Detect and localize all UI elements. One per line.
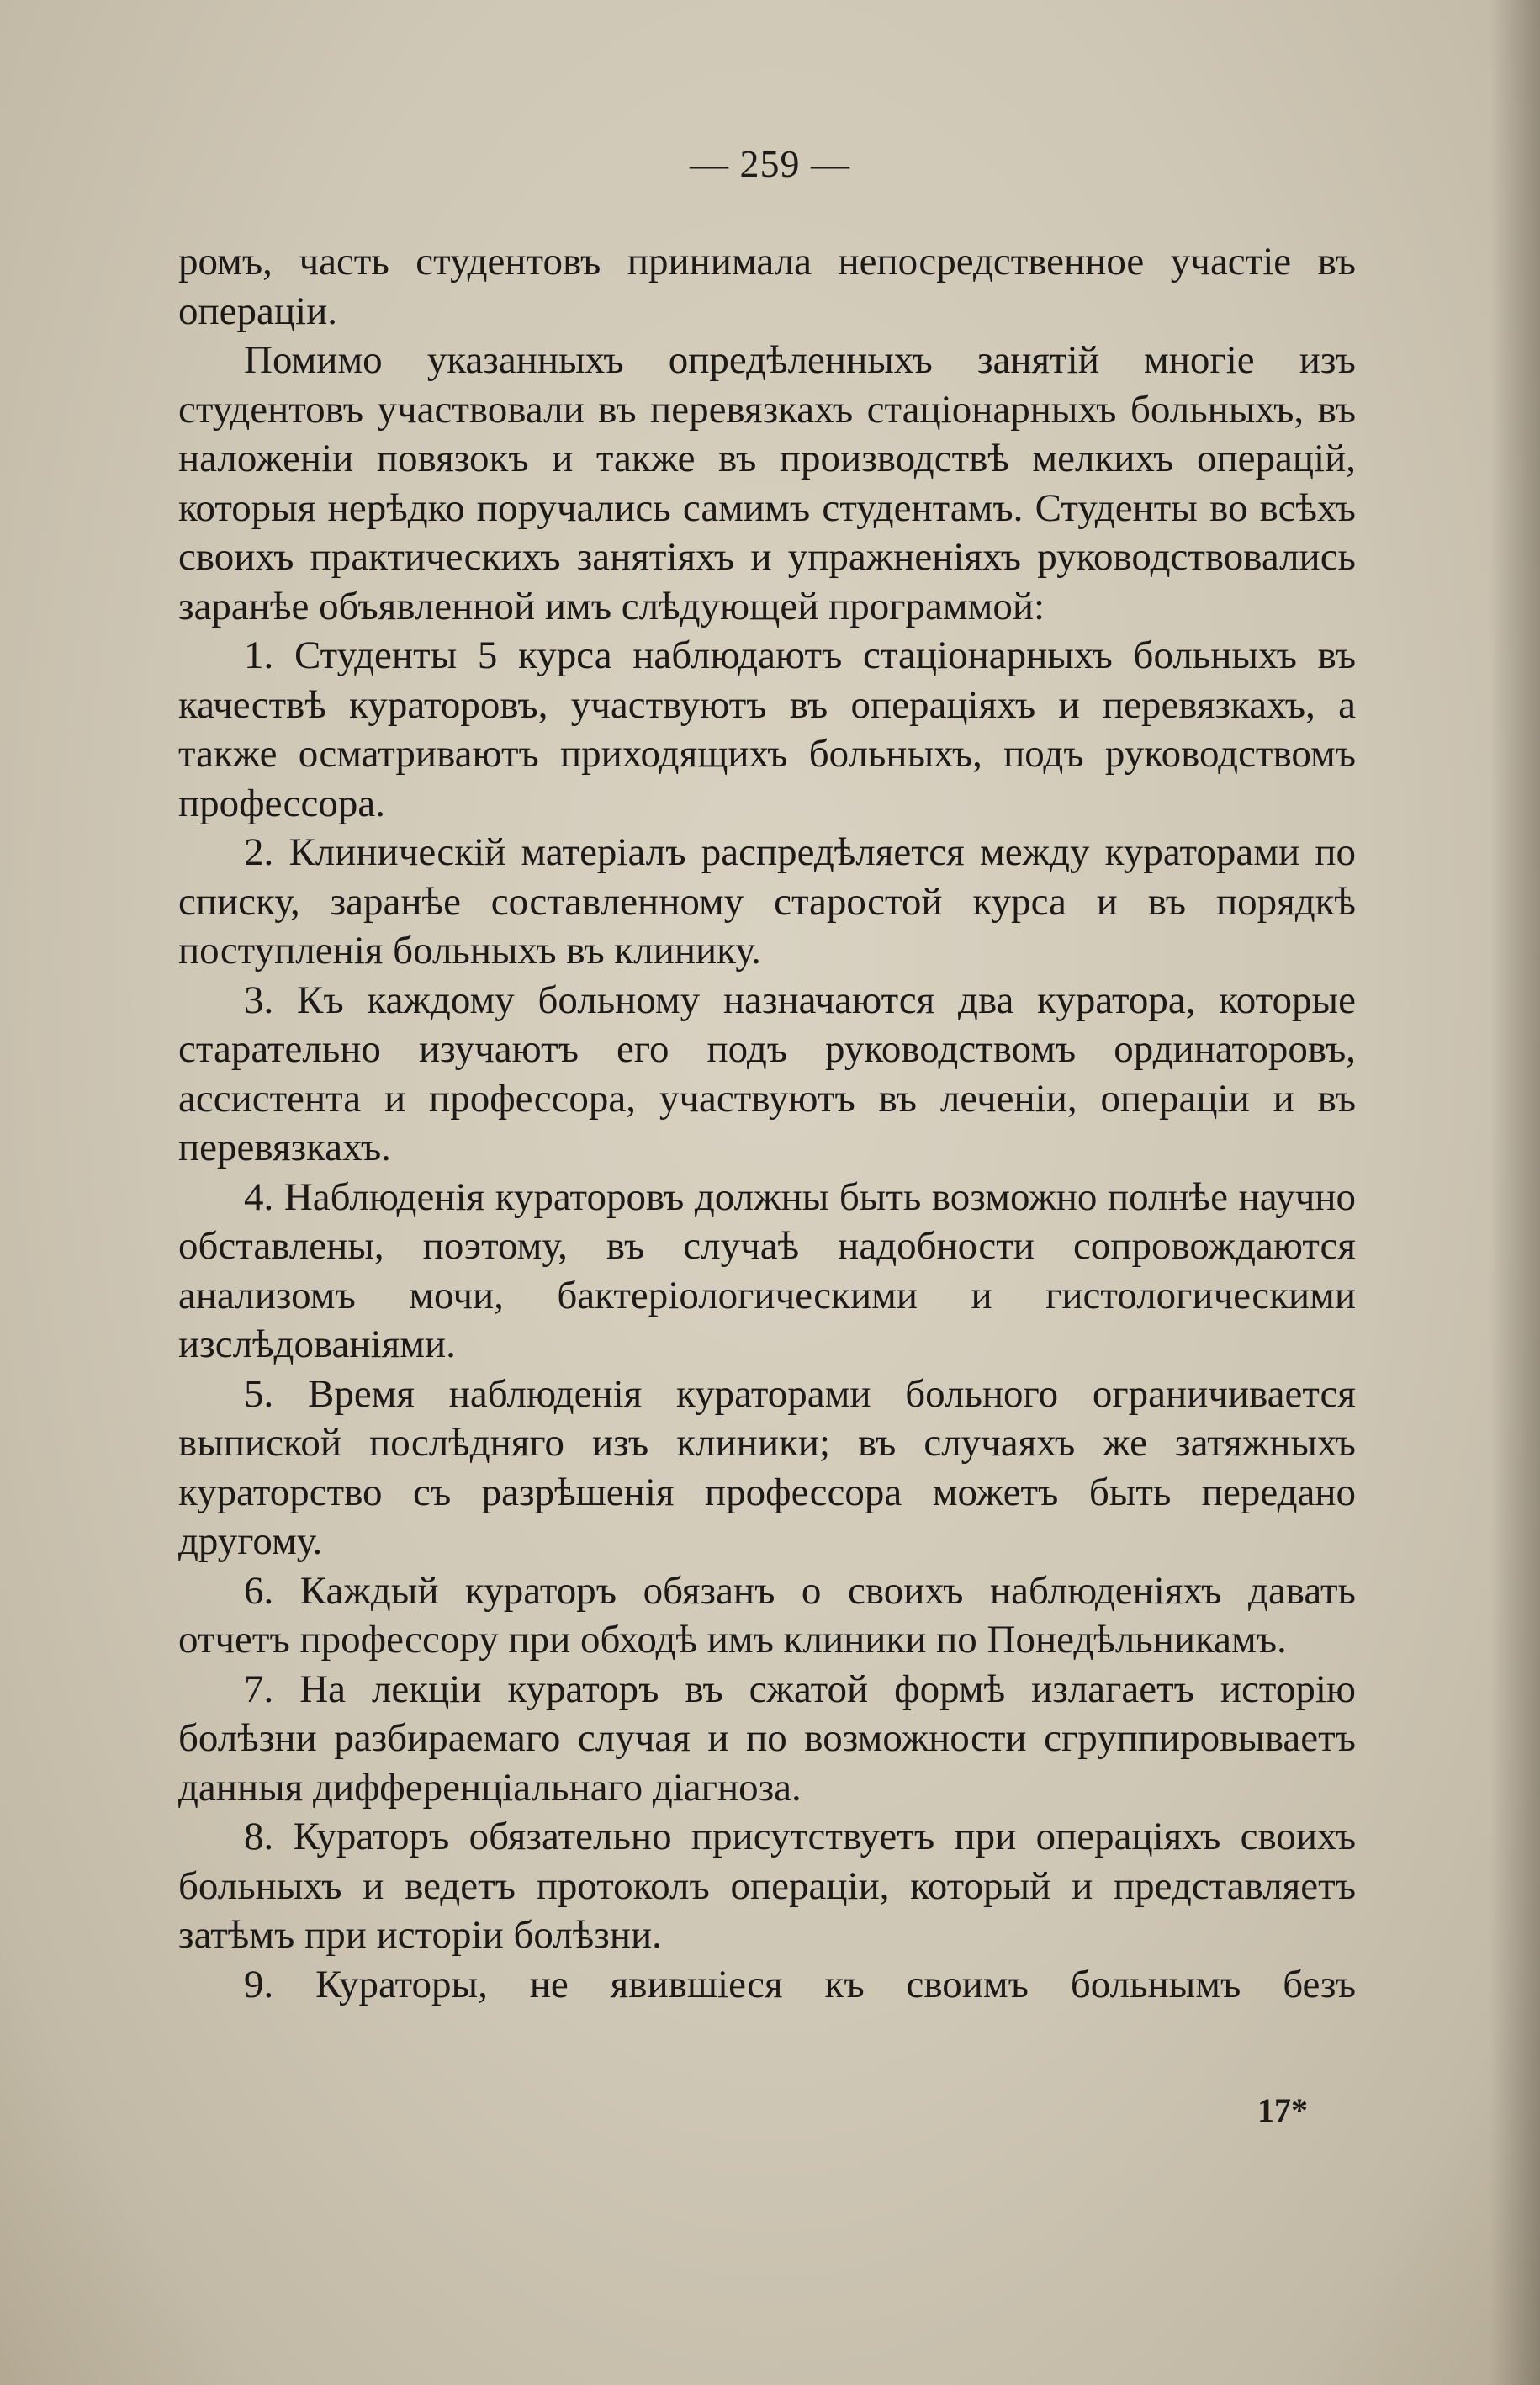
program-item-5: 5. Время наблюденія кураторами больного ограничивается выпиской послѣдняго изъ клиники; въ случаяхъ же затяжныхъ кураторство съ разрѣшенія профессора можетъ быть передано другому.	[178, 1371, 1356, 1563]
paragraph-intro: Помимо указанныхъ опредѣленныхъ занятій многіе изъ студентовъ участвовали въ перевязкахъ стаціонарныхъ больныхъ, въ наложеніи повязокъ и также въ производствѣ мелкихъ операцій, которыя нерѣдко поручались самимъ студентамъ. Студенты во всѣхъ своихъ практическихъ занятіяхъ и упражненіяхъ руководствовались заранѣе объявленной имъ слѣдующей программой:	[178, 338, 1356, 628]
program-item-9: 9. Кураторы, не явившіеся къ своимъ больнымъ безъ	[244, 1962, 1356, 2006]
program-item-1: 1. Студенты 5 курса наблюдаютъ стаціонарныхъ больныхъ въ качествѣ кураторовъ, участвуютъ въ операціяхъ и перевязкахъ, а также осматриваютъ приходящихъ больныхъ, подъ руководствомъ профессора.	[178, 633, 1356, 825]
program-item-7: 7. На лекціи кураторъ въ сжатой формѣ излагаетъ исторію болѣзни разбираемаго случая и по возможности сгруппировываетъ данныя дифференціальнаго діагноза.	[178, 1667, 1356, 1810]
body-text	[178, 237, 1356, 2009]
program-item-2: 2. Клиническій матеріалъ распредѣляется между кураторами по списку, заранѣе составленному старостой курса и въ порядкѣ поступленія больныхъ въ клинику.	[178, 830, 1356, 973]
program-item-4: 4. Наблюденія кураторовъ должны быть возможно полнѣе научно обставлены, поэтому, въ случаѣ надобности сопровождаются анализомъ мочи, бактеріологическими и гистологическими изслѣдованіями.	[178, 1174, 1356, 1366]
program-item-8: 8. Кураторъ обязательно присутствуетъ при операціяхъ своихъ больныхъ и ведетъ протоколъ операціи, который и представляетъ затѣмъ при исторіи болѣзни.	[178, 1815, 1356, 1957]
signature-mark: 17*	[1257, 2091, 1308, 2129]
paragraph-continuation: ромъ, часть студентовъ принимала непосредственное участіе въ операціи.	[178, 240, 1356, 333]
program-item-6: 6. Каждый кураторъ обязанъ о своихъ наблюденіяхъ давать отчетъ профессору при обходѣ имъ клиники по Понедѣльникамъ.	[178, 1568, 1356, 1662]
program-item-3: 3. Къ каждому больному назначаются два куратора, которые старательно изучаютъ его подъ руководствомъ ординаторовъ, ассистента и профессора, участвуютъ въ леченіи, операціи и въ перевязкахъ.	[178, 978, 1356, 1169]
page-number: — 259 —	[690, 142, 850, 185]
